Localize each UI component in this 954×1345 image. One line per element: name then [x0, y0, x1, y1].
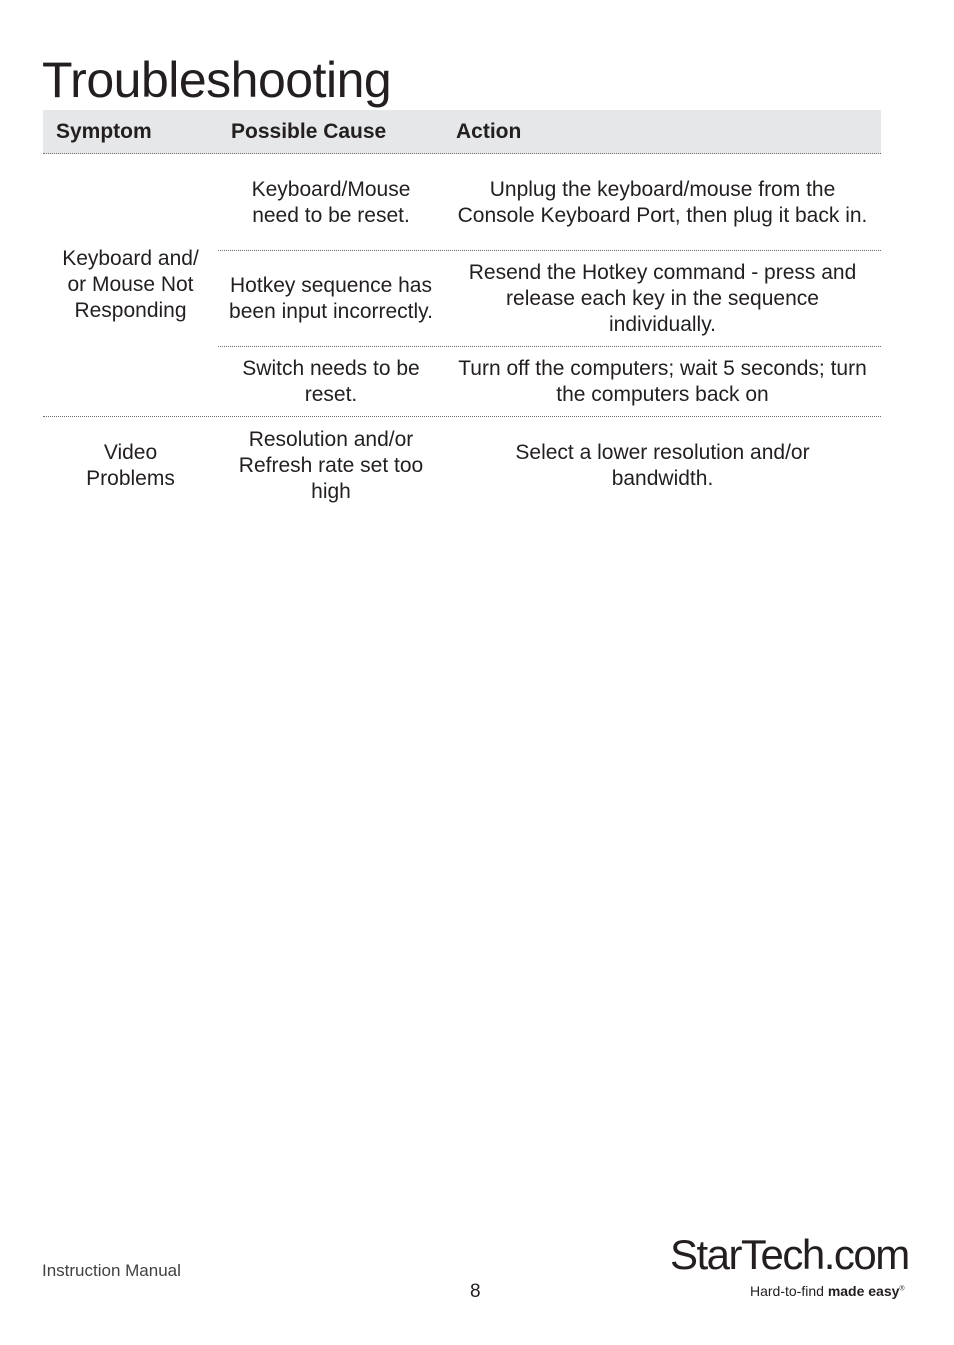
cause-cell: Keyboard/Mouse need to be reset. — [251, 177, 411, 227]
tagline-bold: made easy — [827, 1283, 900, 1299]
page-title: Troubleshooting — [42, 52, 392, 108]
table-row — [218, 417, 881, 515]
logo-tagline — [750, 1283, 905, 1299]
footer-manual-label: Instruction Manual — [42, 1261, 181, 1280]
table-header — [43, 110, 881, 154]
cause-cell: Switch needs to be reset. — [242, 356, 420, 406]
table-row — [218, 251, 881, 347]
cause-cell: Hotkey sequence has been input incorrectly. — [229, 273, 433, 323]
action-cell: Select a lower resolution and/or bandwidth. — [515, 441, 810, 490]
tagline-regular: Hard-to-find — [750, 1283, 828, 1299]
symptom-cell: Keyboard and/ or Mouse Not Responding — [62, 247, 199, 322]
symptom-group-video — [43, 417, 881, 515]
symptom-group-keyboard-mouse — [43, 154, 881, 417]
cause-cell: Resolution and/or Refresh rate set too high — [238, 428, 424, 503]
registered-mark: ® — [899, 1285, 905, 1293]
troubleshooting-table — [43, 110, 881, 515]
startech-logo — [670, 1230, 915, 1310]
action-cell: Unplug the keyboard/mouse from the Console Keyboard Port, then plug it back in. — [457, 177, 868, 227]
header-symptom: Symptom — [56, 119, 152, 143]
page-number: 8 — [470, 1281, 481, 1302]
header-possible-cause: Possible Cause — [231, 119, 387, 143]
header-action: Action — [456, 119, 522, 143]
logo-wordmark: StarTech.com — [670, 1231, 909, 1278]
symptom-cell: Video Problems — [86, 441, 175, 490]
table-row — [218, 347, 881, 416]
action-cell: Turn off the computers; wait 5 seconds; turn the computers back on — [458, 356, 867, 406]
table-row — [218, 154, 881, 251]
action-cell: Resend the Hotkey command - press and release each key in the sequence individually. — [468, 260, 857, 336]
